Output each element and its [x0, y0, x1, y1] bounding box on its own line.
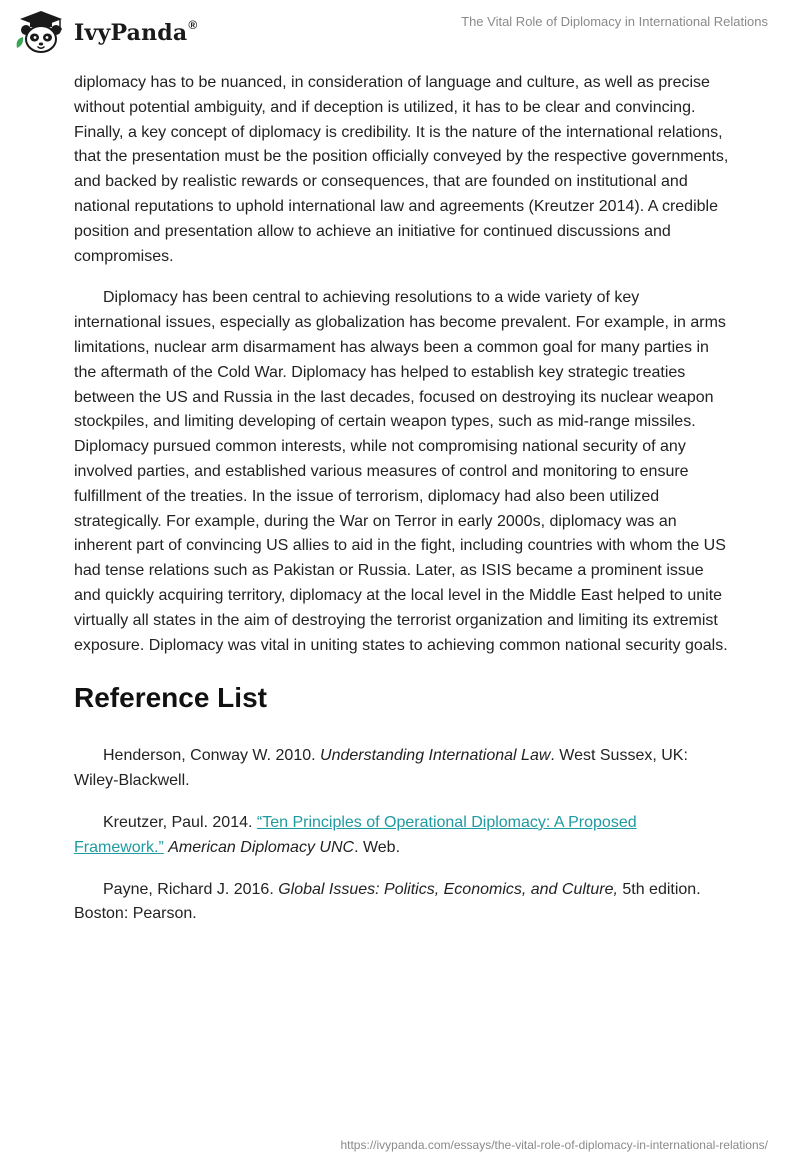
- reference-item: Henderson, Conway W. 2010. Understanding International Law. West Sussex, UK: Wiley-Blackwell.: [74, 747, 688, 790]
- body-paragraph: diplomacy has to be nuanced, in consideration of language and culture, as well as precise without potential ambiguity, and if deception is utilized, it has to be clear and convincing. Finally, a key concept of diplomacy is credibility. It is the nature of the international relations, that the presentation must be the position officially conveyed by the respective governments, and backed by realistic rewards or consequences, that are founded on institutional and national reputations to uphold international law and agreements (Kreutzer 2014). A credible position and presentation allow to achieve an initiative for continued discussions and compromises.: [74, 74, 729, 265]
- document-title: The Vital Role of Diplomacy in International Relations: [461, 14, 768, 29]
- essay-content: [74, 71, 730, 944]
- reference-list: [74, 744, 730, 927]
- brand-name: IvyPanda®: [74, 18, 198, 46]
- panda-graduate-icon: [14, 8, 68, 56]
- reference-title: Understanding International Law: [320, 747, 551, 765]
- body-paragraph: Diplomacy has been central to achieving resolutions to a wide variety of key international issues, especially as globalization has become prevalent. For example, in arms limitations, nuclear arm disarmament has always been a common goal for many parties in the aftermath of the Cold War. Diplomacy has helped to establish key strategic treaties between the US and Russia in the last decades, focused on destroying its nuclear weapon stockpiles, and limiting developing of certain weapon types, such as mid-range missiles. Diplomacy pursued common interests, while not compromising national security of any involved parties, and established various measures of control and monitoring to ensure fulfillment of the treaties. In the issue of terrorism, diplomacy had also been utilized strategically. For example, during the War on Terror in early 2000s, diplomacy was an inherent part of convincing US allies to aid in the fight, including countries with whom the US had tense relations such as Pakistan or Russia. Later, as ISIS became a prominent issue and quickly acquiring territory, diplomacy at the local level in the Middle East helped to unite virtually all states in the aim of destroying the terrorist organization and limiting its extremist exposure. Diplomacy was vital in uniting states to achieving common national security goals.: [74, 289, 728, 654]
- reference-journal: American Diplomacy UNC: [168, 838, 355, 856]
- reference-link[interactable]: “Ten Principles of Operational Diplomacy: A Proposed Framework.”: [74, 813, 637, 856]
- page-url: https://ivypanda.com/essays/the-vital-role-of-diplomacy-in-international-relations/: [340, 1138, 768, 1152]
- page-header: [0, 0, 800, 62]
- reference-list-heading: Reference List: [74, 682, 267, 714]
- reference-item: Payne, Richard J. 2016. Global Issues: Politics, Economics, and Culture, 5th edition. Boston: Pearson.: [74, 880, 701, 923]
- registered-mark: ®: [188, 18, 198, 32]
- reference-title: Global Issues: Politics, Economics, and Culture,: [278, 880, 618, 898]
- reference-item: Kreutzer, Paul. 2014. “Ten Principles of Operational Diplomacy: A Proposed Framework.” American Diplomacy UNC. Web.: [74, 813, 637, 856]
- brand-logo[interactable]: [14, 8, 197, 56]
